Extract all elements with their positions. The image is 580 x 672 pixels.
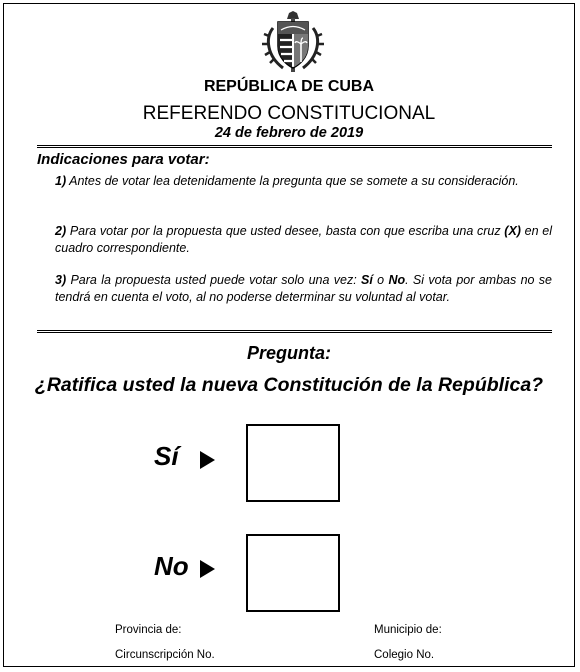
option-yes-checkbox[interactable]	[246, 424, 340, 502]
question-heading: Pregunta:	[246, 343, 331, 363]
instruction-text: en el cuadro correspondiente.	[55, 224, 552, 255]
instruction-number: 3)	[55, 273, 67, 287]
coat-of-arms-icon	[259, 10, 327, 74]
instruction-item-2	[55, 223, 552, 256]
instruction-mark: (X)	[504, 224, 521, 238]
ballot-paper	[3, 3, 575, 667]
ballot-date: 24 de febrero de 2019	[214, 125, 364, 141]
municipality-label: Municipio de:	[374, 624, 442, 636]
instruction-item-1	[55, 173, 552, 190]
instructions-heading: Indicaciones para votar:	[37, 151, 210, 168]
circumscription-label: Circunscripción No.	[115, 649, 215, 661]
instruction-connector: o	[372, 273, 389, 287]
instruction-text: Para la propuesta usted puede votar solo una vez:	[70, 273, 362, 287]
option-no-checkbox[interactable]	[246, 534, 340, 612]
college-label: Colegio No.	[374, 649, 435, 661]
instruction-option-yes: Sí	[361, 273, 373, 287]
triangle-right-icon	[200, 560, 215, 578]
triangle-right-icon	[200, 451, 215, 469]
instruction-option-no: No	[388, 273, 406, 287]
country-name: REPÚBLICA DE CUBA	[203, 78, 375, 95]
bottom-divider	[37, 330, 552, 333]
option-yes-label: Sí	[154, 441, 179, 471]
instruction-number: 2)	[55, 224, 67, 238]
ballot-title: REFERENDO CONSTITUCIONAL	[142, 103, 436, 124]
question-text: ¿Ratifica usted la nueva Constitución de la República?	[34, 374, 544, 396]
instruction-text: Antes de votar lea detenidamente la pregunta que se somete a su consideración.	[69, 174, 519, 188]
instruction-item-3	[55, 272, 552, 305]
option-no-label: No	[154, 551, 189, 581]
province-label: Provincia de:	[115, 624, 182, 636]
instruction-number: 1)	[55, 174, 67, 188]
instruction-text: Para votar por la propuesta que usted desee, basta con que escriba una cruz	[69, 224, 505, 238]
top-divider	[37, 145, 552, 148]
instruction-text: . Si vota por ambas no se tendrá en cuenta el voto, al no poderse determinar su voluntad al votar.	[55, 273, 553, 304]
